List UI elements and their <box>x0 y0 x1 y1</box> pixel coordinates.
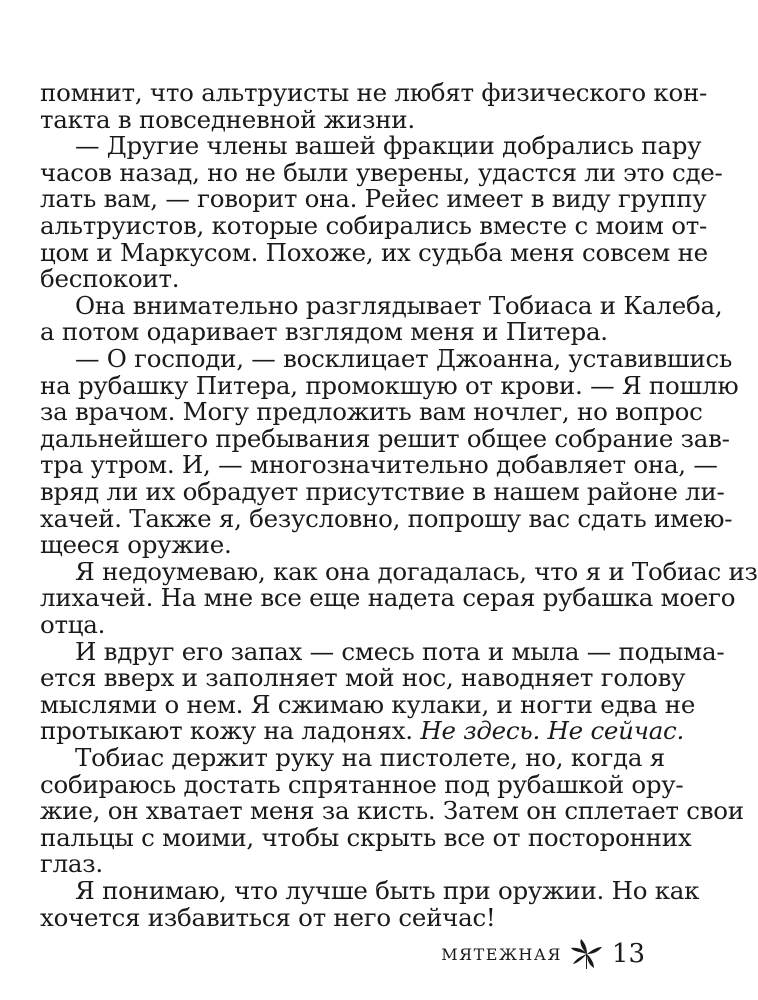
text-line: Я недоумеваю, как она догадалась, что я и Тобиас из <box>75 556 758 586</box>
text-line: Она внимательно разглядывает Тобиаса и Калеба, <box>75 290 723 320</box>
text-line: Я понимаю, что лучше быть при оружии. Но как <box>75 876 700 905</box>
text-line: помнит, что альтруисты не любят физического кон- <box>40 78 708 107</box>
page-footer <box>441 938 645 970</box>
text-line: хачей. Также я, безусловно, попрошу вас сдать имею- <box>40 503 733 533</box>
text-line-roman: протыкают кожу на ладонях. <box>40 716 413 746</box>
text-line: жие, он хватает меня за кисть. Затем он сплетает свои <box>40 796 744 826</box>
text-line: такта в повседневной жизни. <box>40 104 415 134</box>
text-line: а потом одаривает взглядом меня и Питера. <box>40 317 608 347</box>
text-line: Тобиас держит руку на пистолете, но, когда я <box>75 743 665 772</box>
text-line: отца. <box>40 610 106 639</box>
page-number: 13 <box>611 939 645 969</box>
text-line: собираюсь достать спрятанное под рубашкой ору- <box>40 769 684 799</box>
text-line: дальнейшего пребывания решит общее собрание зав- <box>40 423 730 453</box>
text-line: ется вверх и заполняет мой нос, наводняет голову <box>40 663 686 693</box>
text-line: беспокоит. <box>40 264 180 294</box>
text-line: альтруистов, которые собирались вместе с моим от- <box>40 211 708 240</box>
text-line: — О господи, — восклицает Джоанна, уставившись <box>75 344 733 373</box>
italic-phrase: Не здесь. Не сейчас. <box>412 716 685 746</box>
text-line: мыслями о нем. Я сжимаю кулаки, и ногти едва не <box>40 689 696 719</box>
text-line: пальцы с моими, чтобы скрыть все от посторонних <box>40 822 692 852</box>
text-line: лать вам, — говорит она. Рейес имеет в виду группу <box>40 184 707 214</box>
text-line: глаз. <box>40 849 103 879</box>
text-line: за врачом. Могу предложить вам ночлег, но вопрос <box>40 397 703 427</box>
text-line: хочется избавиться от него сейчас! <box>40 902 496 932</box>
text-line: на рубашку Питера, промокшую от крови. — Я пошлю <box>40 370 739 400</box>
text-line: лихачей. На мне все еще надета серая рубашка моего <box>40 583 736 613</box>
text-line: — Другие члены вашей фракции добрались пару <box>75 131 702 161</box>
text-line <box>40 716 685 746</box>
text-line: вряд ли их обрадует присутствие в нашем районе ли- <box>40 477 725 506</box>
text-line: И вдруг его запах — смесь пота и мыла — подыма- <box>75 636 725 666</box>
text-line: часов назад, но не были уверены, удастся ли это сде- <box>40 157 723 187</box>
text-line: цом и Маркусом. Похоже, их судьба меня совсем не <box>40 237 708 267</box>
leaf-ornament-icon <box>570 938 604 970</box>
text-line: тра утром. И, — многозначительно добавляет она, — <box>40 450 718 480</box>
running-head: МЯТЕЖНАЯ <box>441 944 562 964</box>
text-line: щееся оружие. <box>40 530 232 560</box>
